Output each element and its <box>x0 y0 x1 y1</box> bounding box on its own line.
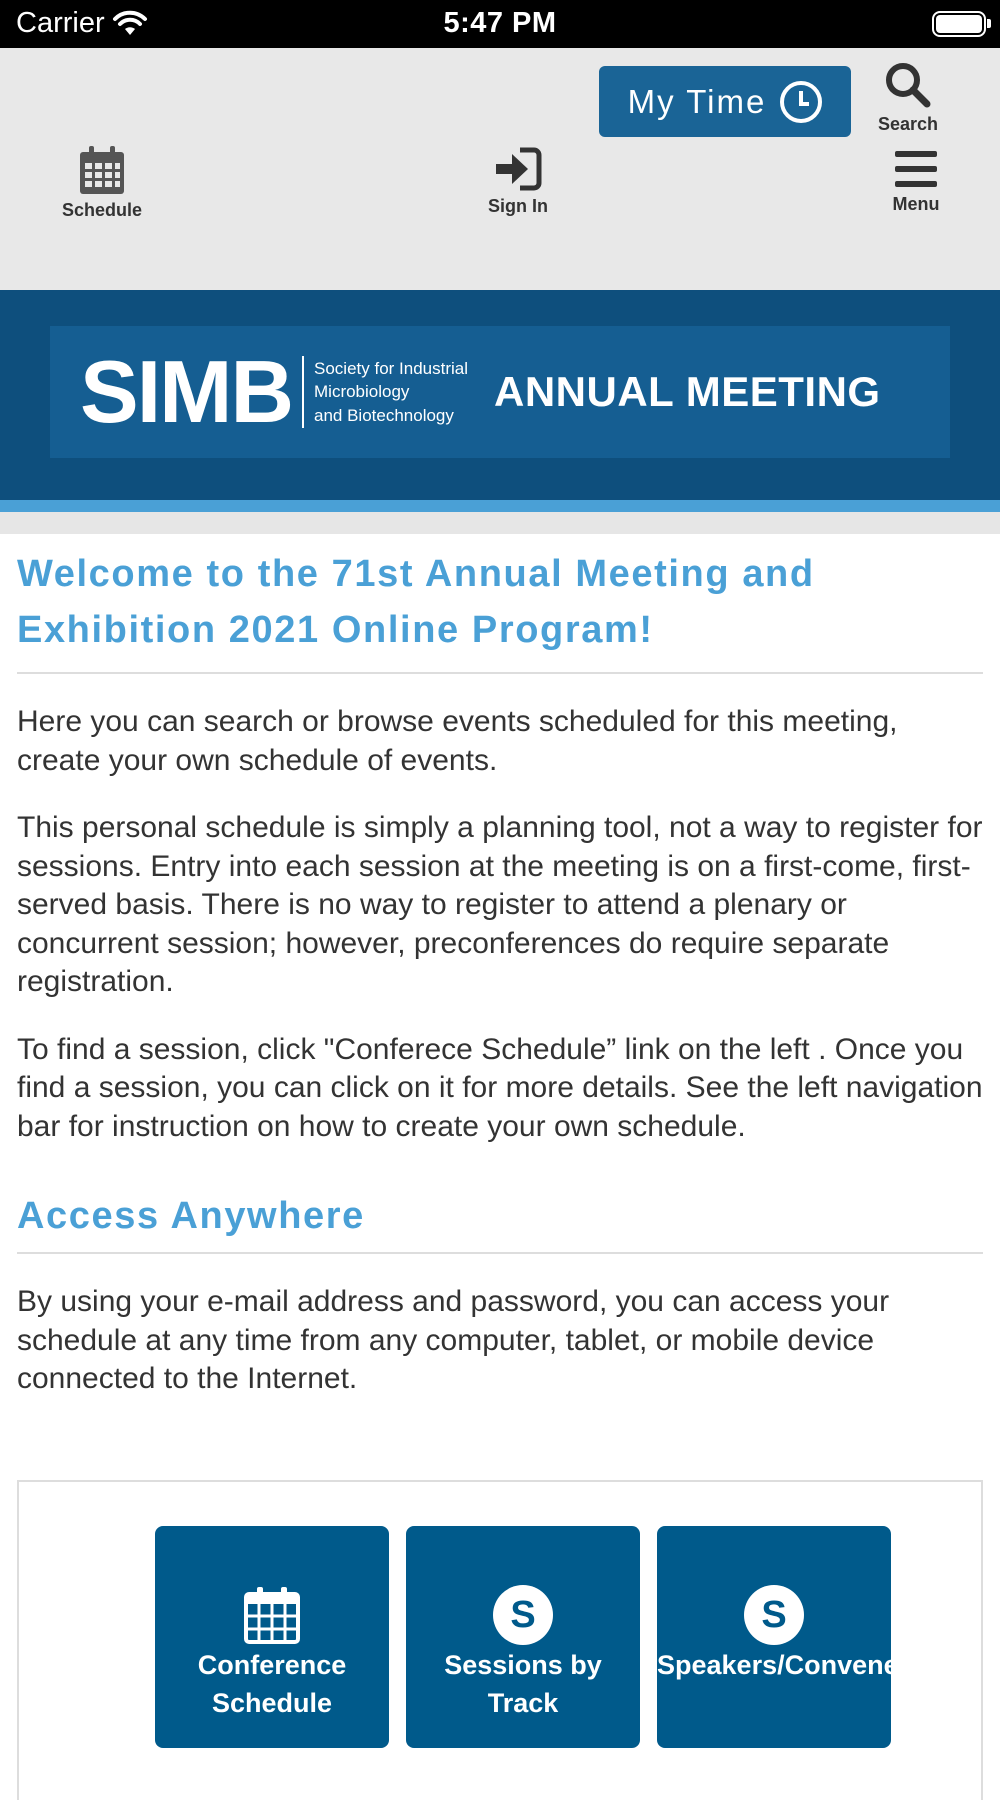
banner-divider <box>0 512 1000 534</box>
calendar-icon <box>77 144 127 196</box>
sign-in-label: Sign In <box>488 196 548 216</box>
s-circle-icon: S <box>493 1585 553 1645</box>
quick-links-panel <box>17 1480 983 1800</box>
tile-icon-wrapper <box>406 1584 640 1646</box>
banner-stripe <box>0 500 1000 512</box>
find-session-paragraph: To find a session, click "Conferece Schedule” link on the left . Once you find a session, you can click on it for more details. See the left navigation bar for instruction on how to create your own schedule. <box>17 1032 983 1143</box>
society-line-2: Microbiology <box>314 382 410 402</box>
speakers-conveners-tile[interactable] <box>657 1526 925 1748</box>
clock-icon <box>780 81 822 123</box>
intro-paragraph: Here you can search or browse events scheduled for this meeting, create your own schedule of events. <box>17 705 898 777</box>
search-button[interactable] <box>865 60 951 135</box>
logo-divider <box>302 356 304 428</box>
menu-button[interactable] <box>872 148 960 215</box>
battery-icon <box>932 11 986 37</box>
conference-schedule-tile[interactable] <box>155 1526 389 1748</box>
menu-label: Menu <box>892 194 940 214</box>
status-time: 5:47 PM <box>443 7 557 39</box>
s-circle-icon: S <box>744 1585 804 1645</box>
sign-in-icon <box>494 146 542 192</box>
society-line-3: and Biotechnology <box>314 405 454 425</box>
my-time-button[interactable] <box>599 66 851 137</box>
schedule-info-paragraph: This personal schedule is simply a planning tool, not a way to register for sessions. Entry into each session at the meeting is on a first-come, first-served basis. There is no way to register to attend a plenary or concurrent session; however, preconferences do require separate registration. <box>17 811 983 998</box>
my-time-label: My Time <box>627 82 767 120</box>
access-paragraph: By using your e-mail address and password, you can access your schedule at any time from any computer, tablet, or mobile device connected to the Internet. <box>17 1285 890 1395</box>
simb-logo <box>50 326 950 458</box>
main-content <box>17 534 983 1399</box>
tile-icon-wrapper <box>155 1584 389 1646</box>
tile-label: Conference Schedule <box>197 1650 347 1718</box>
logo-simb-text: SIMB <box>80 342 292 441</box>
annual-meeting-text: ANNUAL MEETING <box>494 368 881 415</box>
access-anywhere-title: Access Anywhere <box>17 1188 983 1254</box>
hamburger-menu-icon <box>893 148 939 190</box>
search-label: Search <box>877 114 939 134</box>
tile-label: Sessions by Track <box>444 1650 602 1718</box>
calendar-icon <box>243 1585 301 1645</box>
tile-label: Speakers/Conveners <box>657 1650 925 1680</box>
sessions-by-track-tile[interactable] <box>406 1526 640 1748</box>
logo-society-text <box>314 357 468 427</box>
top-navigation <box>0 48 1000 290</box>
sign-in-button[interactable] <box>468 146 568 217</box>
tile-icon-wrapper <box>657 1584 891 1646</box>
schedule-nav-button[interactable] <box>40 144 164 221</box>
welcome-title: Welcome to the 71st Annual Meeting and Exhibition 2021 Online Program! <box>17 534 983 674</box>
meeting-banner <box>0 290 1000 500</box>
search-icon <box>883 60 933 110</box>
status-bar <box>0 0 1000 48</box>
society-line-1: Society for Industrial <box>314 358 469 378</box>
schedule-label: Schedule <box>61 200 143 220</box>
carrier-label: Carrier <box>16 7 105 39</box>
